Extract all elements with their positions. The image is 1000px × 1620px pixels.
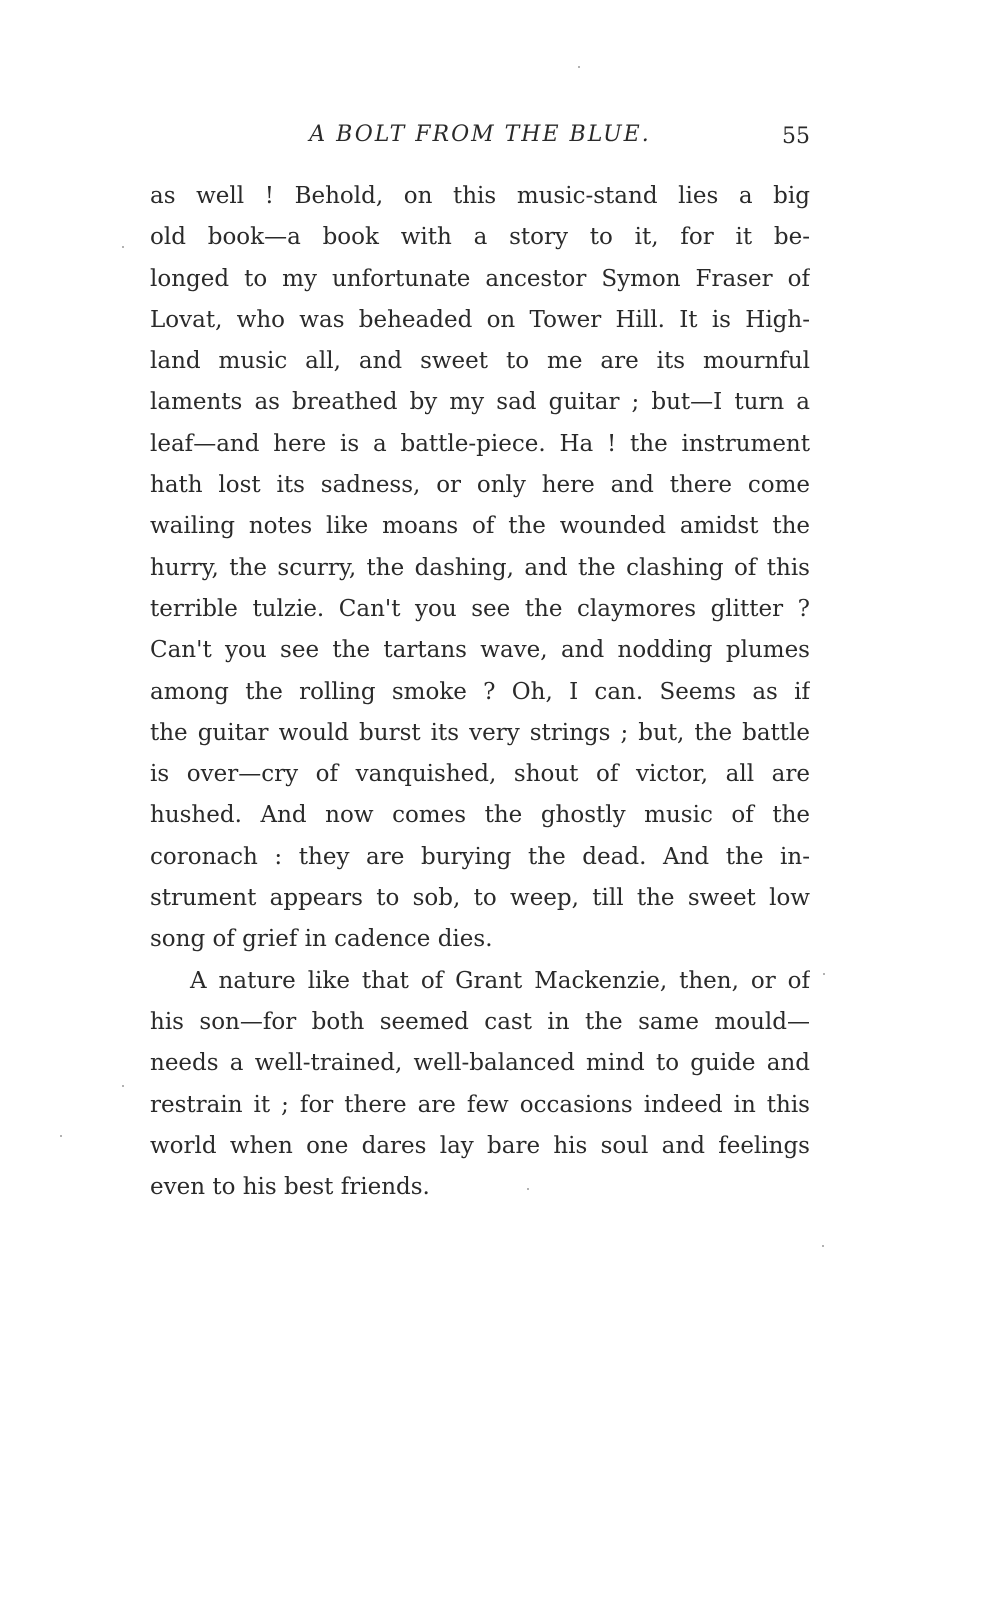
body-text bbox=[150, 176, 810, 1208]
paper-speck bbox=[822, 1245, 824, 1247]
text-line: terrible tulzie. Can't you see the claymores glitter ? bbox=[150, 595, 810, 622]
page-header bbox=[150, 122, 810, 156]
text-line: A nature like that of Grant Mackenzie, then, or of bbox=[190, 967, 810, 994]
text-line: laments as breathed by my sad guitar ; but—I turn a bbox=[150, 389, 810, 416]
text-line: Lovat, who was beheaded on Tower Hill. It is High- bbox=[150, 306, 810, 333]
text-line: wailing notes like moans of the wounded amidst the bbox=[150, 513, 810, 540]
paper-speck bbox=[823, 973, 825, 975]
paragraph-1 bbox=[150, 176, 810, 961]
text-line: restrain it ; for there are few occasions indeed in this bbox=[150, 1091, 810, 1118]
text-line: hurry, the scurry, the dashing, and the clashing of this bbox=[150, 554, 810, 581]
text-line: Can't you see the tartans wave, and nodding plumes bbox=[150, 637, 810, 664]
text-line: as well ! Behold, on this music-stand lies a big bbox=[150, 183, 810, 209]
text-line: land music all, and sweet to me are its mournful bbox=[150, 348, 810, 375]
text-line: even to his best friends. bbox=[150, 1174, 430, 1201]
paper-speck bbox=[578, 66, 580, 68]
text-line: longed to my unfortunate ancestor Symon Fraser of bbox=[150, 265, 810, 292]
text-line: leaf—and here is a battle-piece. Ha ! the instrument bbox=[150, 430, 810, 457]
paper-speck bbox=[60, 1135, 62, 1137]
text-line: coronach : they are burying the dead. And the in- bbox=[150, 843, 810, 870]
text-line: among the rolling smoke ? Oh, I can. Seems as if bbox=[150, 678, 810, 705]
text-line: the guitar would burst its very strings ; but, the battle bbox=[150, 719, 810, 746]
text-line: is over—cry of vanquished, shout of victor, all are bbox=[150, 761, 810, 788]
text-line: world when one dares lay bare his soul and feelings bbox=[150, 1132, 810, 1159]
running-title: A BOLT FROM THE BLUE. bbox=[309, 122, 651, 147]
paper-speck bbox=[122, 1085, 124, 1087]
text-line: hath lost its sadness, or only here and there come bbox=[150, 472, 810, 499]
paper-speck bbox=[122, 246, 124, 248]
text-line: old book—a book with a story to it, for it be- bbox=[150, 224, 810, 251]
text-line: strument appears to sob, to weep, till the sweet low bbox=[150, 885, 810, 912]
paragraph-2 bbox=[150, 961, 810, 1209]
paper-speck bbox=[527, 1188, 529, 1190]
text-line: needs a well-trained, well-balanced mind to guide and bbox=[150, 1050, 810, 1077]
text-line: his son—for both seemed cast in the same mould— bbox=[150, 1008, 810, 1035]
text-line: song of grief in cadence dies. bbox=[150, 926, 493, 953]
text-line: hushed. And now comes the ghostly music of the bbox=[150, 802, 810, 829]
page-number: 55 bbox=[782, 124, 810, 149]
